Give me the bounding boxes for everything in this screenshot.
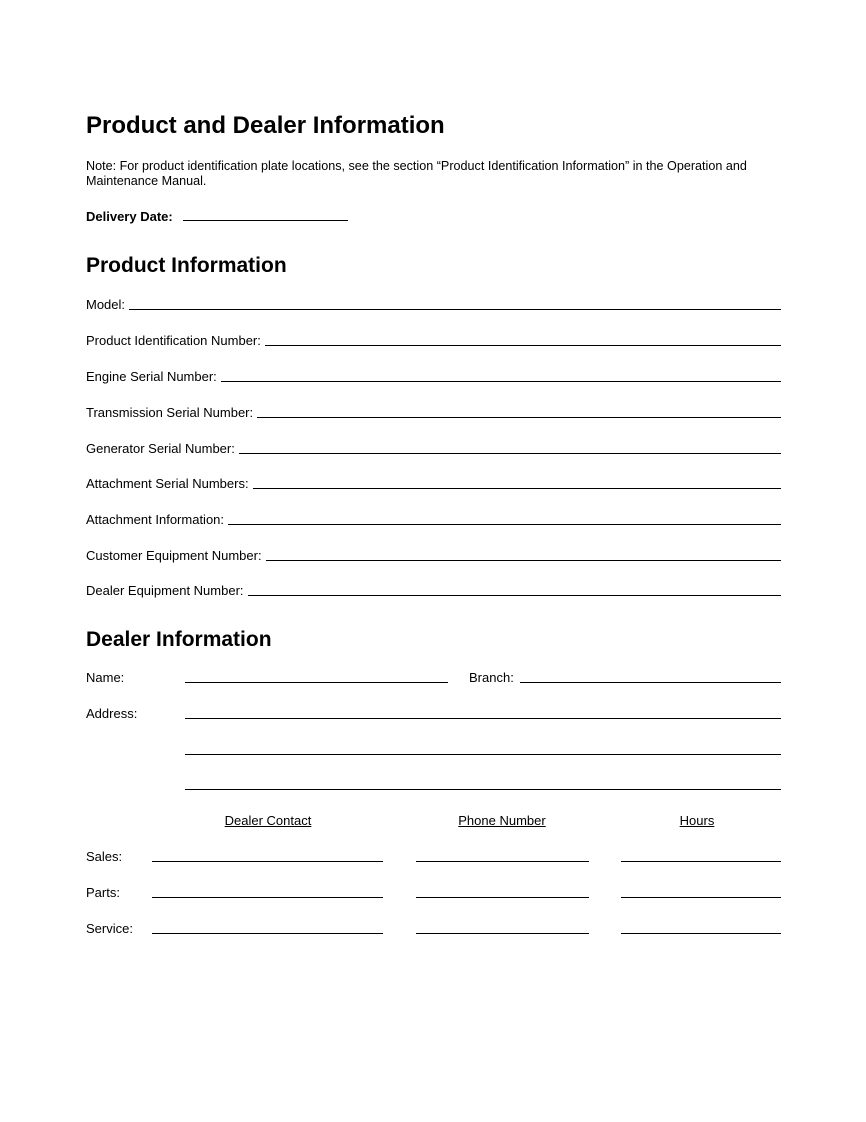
field-label: Engine Serial Number:	[86, 369, 217, 384]
sales-hours-field[interactable]	[621, 861, 781, 862]
field-label: Generator Serial Number:	[86, 441, 235, 456]
branch-label: Branch:	[469, 670, 514, 685]
sales-phone-field[interactable]	[416, 861, 589, 862]
attachment-serial-field[interactable]	[253, 488, 781, 489]
model-row	[86, 295, 781, 313]
hours-header: Hours	[679, 813, 715, 828]
name-field[interactable]	[185, 682, 448, 683]
address-label: Address:	[86, 706, 138, 721]
transmission-serial-row	[86, 403, 781, 421]
dealer-equipment-field[interactable]	[248, 595, 781, 596]
parts-phone-field[interactable]	[416, 897, 589, 898]
address-line-3[interactable]	[185, 789, 781, 790]
field-label: Attachment Serial Numbers:	[86, 476, 249, 491]
pin-field[interactable]	[265, 345, 781, 346]
field-label: Product Identification Number:	[86, 333, 261, 348]
phone-number-header: Phone Number	[458, 813, 546, 828]
parts-contact-field[interactable]	[152, 897, 383, 898]
customer-equipment-field[interactable]	[266, 560, 781, 561]
field-label: Attachment Information:	[86, 512, 225, 527]
service-label: Service:	[86, 921, 133, 936]
service-contact-field[interactable]	[152, 933, 383, 934]
dealer-info-heading: Dealer Information	[86, 628, 272, 651]
product-info-heading: Product Information	[86, 254, 287, 277]
delivery-date-field[interactable]	[183, 220, 348, 221]
engine-serial-row	[86, 367, 781, 385]
dealer-equipment-row	[86, 581, 781, 599]
sales-contact-field[interactable]	[152, 861, 383, 862]
transmission-serial-field[interactable]	[257, 417, 781, 418]
note-text: Note: For product identification plate locations, see the section “Product Identification Information” in the Operation and Maintenance Manual.	[86, 159, 747, 188]
page-title: Product and Dealer Information	[86, 112, 445, 139]
delivery-date-label: Delivery Date:	[86, 209, 173, 224]
dealer-contact-header: Dealer Contact	[224, 813, 312, 828]
address-line-1[interactable]	[185, 718, 781, 719]
branch-field[interactable]	[520, 682, 781, 683]
parts-label: Parts:	[86, 885, 120, 900]
address-line-2[interactable]	[185, 754, 781, 755]
attachment-info-row	[86, 510, 781, 528]
parts-hours-field[interactable]	[621, 897, 781, 898]
name-label: Name:	[86, 670, 125, 685]
attachment-serial-row	[86, 474, 781, 492]
engine-serial-field[interactable]	[221, 381, 781, 382]
customer-equipment-row	[86, 546, 781, 564]
field-label: Transmission Serial Number:	[86, 405, 254, 420]
model-field[interactable]	[129, 309, 781, 310]
service-hours-field[interactable]	[621, 933, 781, 934]
attachment-info-field[interactable]	[228, 524, 781, 525]
field-label: Customer Equipment Number:	[86, 548, 262, 563]
pin-row	[86, 331, 781, 349]
field-label: Dealer Equipment Number:	[86, 583, 244, 598]
generator-serial-row	[86, 439, 781, 457]
field-label: Model:	[86, 297, 126, 312]
service-phone-field[interactable]	[416, 933, 589, 934]
sales-label: Sales:	[86, 849, 123, 864]
generator-serial-field[interactable]	[239, 453, 781, 454]
